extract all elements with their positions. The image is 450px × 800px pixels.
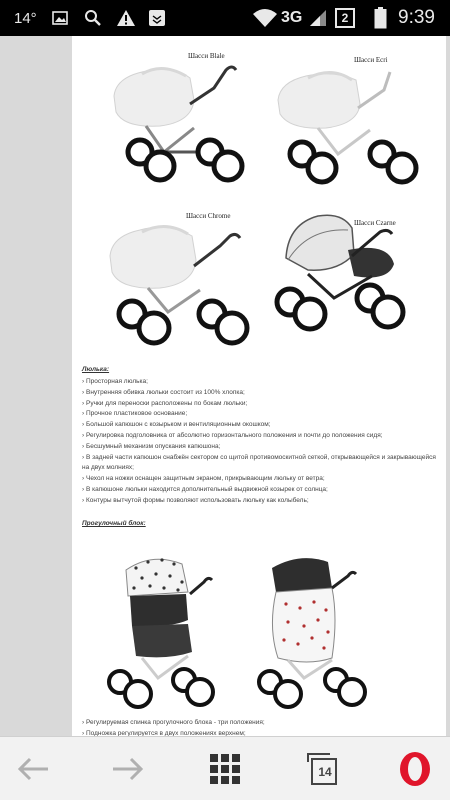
list-item: › Большой капюшон с козырьком и вентиляционным окошком; xyxy=(82,420,442,431)
dropbox-icon xyxy=(148,0,166,36)
list-item: › Внутренняя обивка люльки состоит из 100% хлопка; xyxy=(82,388,442,399)
clock: 9:39 xyxy=(398,7,435,28)
opera-icon xyxy=(398,751,432,787)
tabs-icon xyxy=(304,752,338,786)
list-item: › В задней части капюшон снабжён сектором со щитой противомоскитной сеткой, открывающейся и закрывающейся на двух молниях; xyxy=(82,453,442,475)
forward-arrow-icon xyxy=(111,756,145,782)
stroller-seat-photo-footmuff xyxy=(248,548,378,718)
stroller-photo-chrome-chassis xyxy=(102,202,262,356)
stroller-photo-ecru-chassis xyxy=(272,48,442,198)
stroller-seat-heading: Прогулочный блок: xyxy=(82,520,146,527)
list-item: › Чехол на ножки оснащен защитным экраном, прикрывающим люльку от ветра; xyxy=(82,474,442,485)
warning-icon xyxy=(116,0,136,36)
forward-button[interactable] xyxy=(103,747,153,791)
battery-icon xyxy=(374,0,387,36)
carrycot-heading: Люлька: xyxy=(82,366,110,373)
list-item: › Просторная люлька; xyxy=(82,377,442,388)
list-item: › Подножка регулируется в двух положениях верхнем; xyxy=(82,729,442,736)
browser-toolbar xyxy=(0,736,450,800)
list-item: › Регулируемая спинка прогулочного блока - три положения; xyxy=(82,718,442,729)
speed-dial-icon xyxy=(209,753,241,785)
network-type: 3G xyxy=(281,9,303,26)
temperature: 14° xyxy=(14,9,37,27)
wifi-icon xyxy=(252,0,278,36)
back-button[interactable] xyxy=(8,747,58,791)
stroller-photo-white-chassis xyxy=(102,48,262,198)
list-item: › Контуры вытчутой формы позволяют использовать люльку как колыбель; xyxy=(82,496,442,507)
list-item: › Ручки для переноски расположены по бокам люльки; xyxy=(82,399,442,410)
list-item: › Регулировка подголовника от абсолютно горизонтального положения и почти до положения сидя; xyxy=(82,431,442,442)
stroller-seat-photo-front xyxy=(92,548,222,718)
photo-caption-ecru: Шасси Ecri xyxy=(354,56,388,64)
list-item: › Прочное пластиковое основание; xyxy=(82,409,442,420)
signal-icon xyxy=(306,0,328,36)
stroller-photo-black-chassis xyxy=(268,202,438,356)
photo-caption-white: Шасси Blale xyxy=(188,52,225,60)
search-icon xyxy=(84,0,102,36)
opera-menu-button[interactable] xyxy=(390,747,440,791)
image-icon xyxy=(52,0,68,36)
carrycot-features-list xyxy=(82,377,442,507)
back-arrow-icon xyxy=(16,756,50,782)
page-content xyxy=(72,36,446,736)
list-item: › Бесшумный механизм опускания капюшона; xyxy=(82,442,442,453)
photo-caption-chrome: Шасси Chrome xyxy=(186,212,231,220)
status-bar xyxy=(0,0,450,36)
photo-caption-black: Шасси Czarne xyxy=(354,219,396,227)
tabs-count: 14 xyxy=(318,765,332,779)
tabs-button[interactable] xyxy=(296,747,346,791)
notifications-badge xyxy=(335,0,355,36)
stroller-features-list xyxy=(82,718,442,736)
web-page-viewport[interactable] xyxy=(0,36,450,736)
notifications-count: 2 xyxy=(335,8,355,28)
list-item: › В капюшоне люльки находится дополнительный выдвижной козырек от солнца; xyxy=(82,485,442,496)
speed-dial-button[interactable] xyxy=(200,747,250,791)
